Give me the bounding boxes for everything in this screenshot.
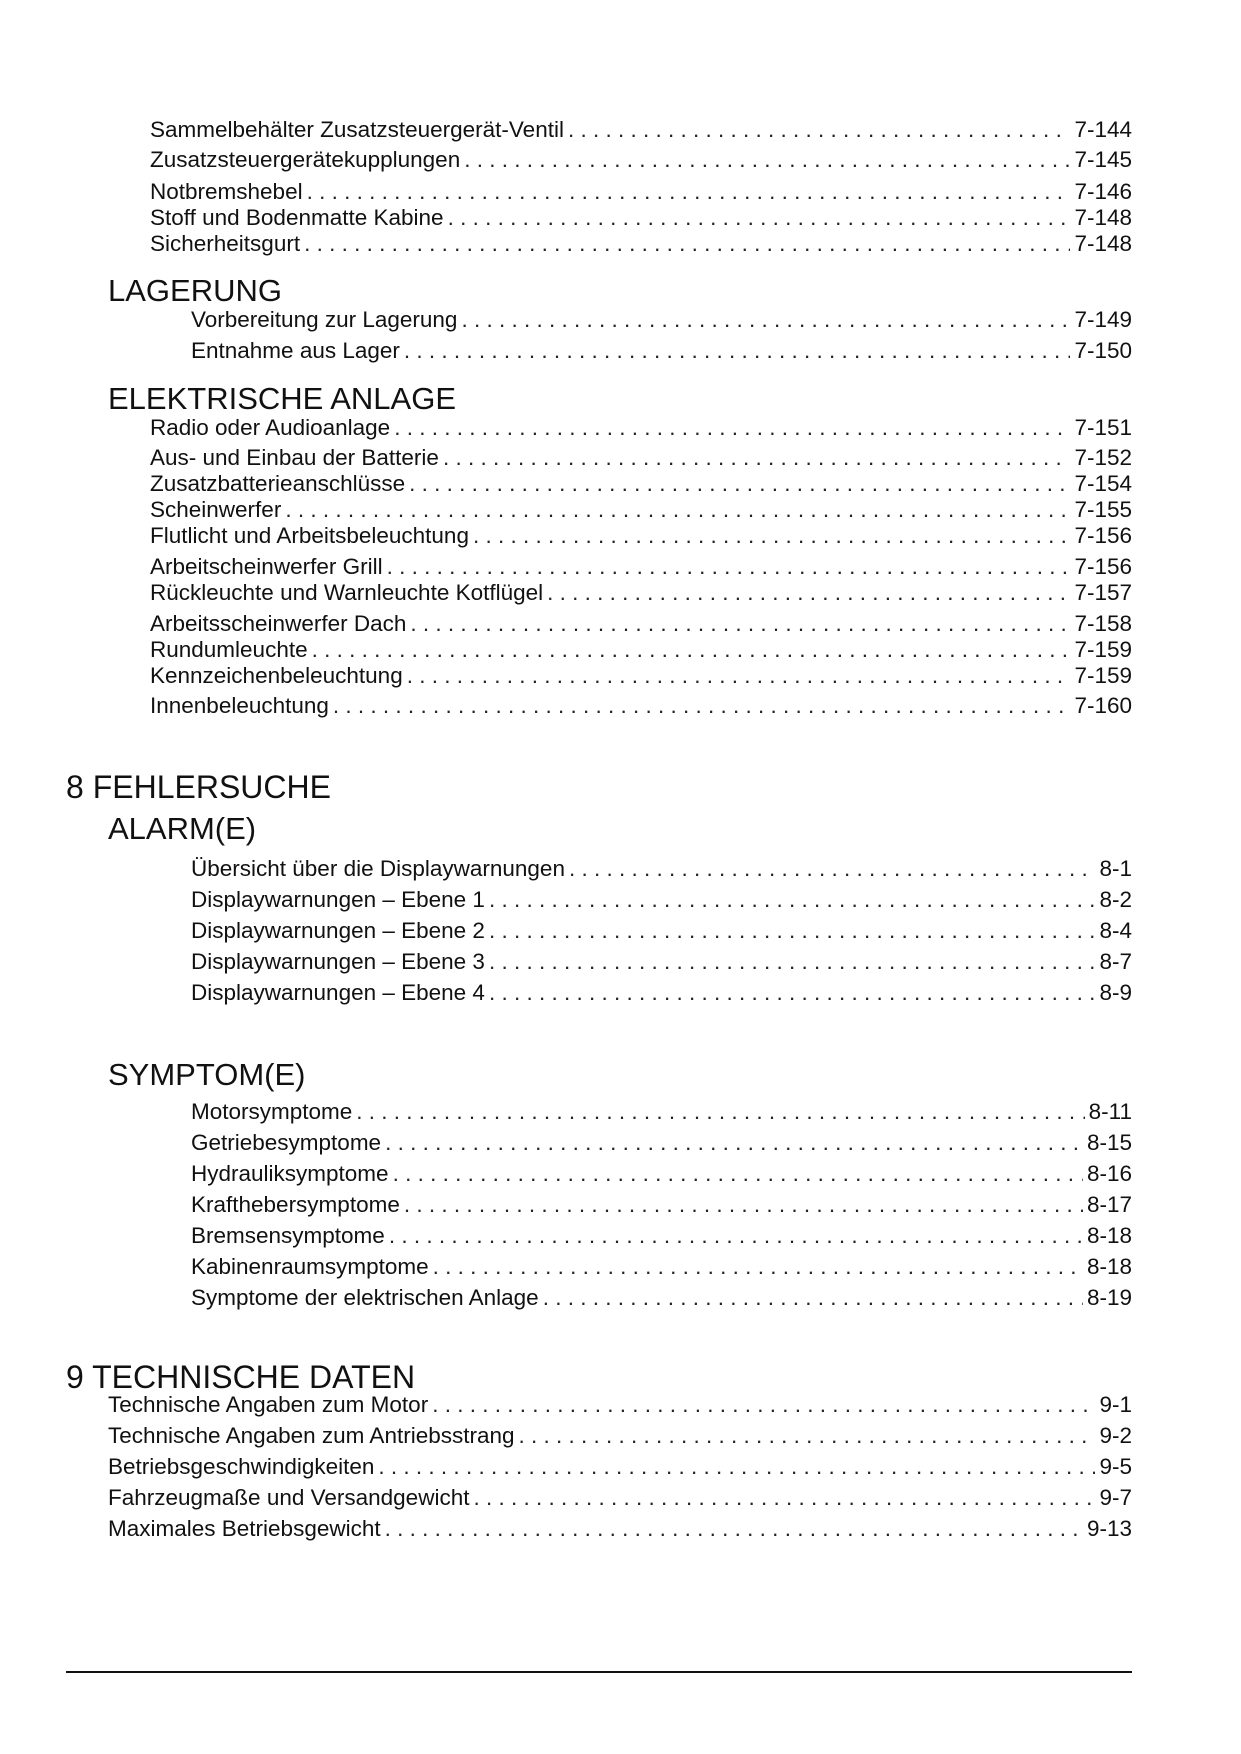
toc-entry-label: Notbremshebel <box>150 179 303 204</box>
toc-leader-dots <box>389 1222 1083 1250</box>
toc-entry-label: Flutlicht und Arbeitsbeleuchtung <box>150 523 469 548</box>
toc-entry-page: 9-13 <box>1086 1516 1132 1541</box>
toc-entry-label: Vorbereitung zur Lagerung <box>191 307 458 332</box>
chapter-heading-9[interactable]: 9 TECHNISCHE DATEN <box>66 1359 416 1395</box>
toc-leader-dots <box>448 204 1071 232</box>
toc-entry[interactable] <box>191 1191 1132 1221</box>
toc-entry-page: 8-7 <box>1099 949 1132 974</box>
toc-entry-label: Getriebesymptome <box>191 1130 382 1155</box>
toc-leader-dots <box>489 948 1096 976</box>
toc-entry[interactable] <box>191 1160 1132 1190</box>
toc-entry-page: 7-154 <box>1074 471 1132 496</box>
toc-entry-label: Kennzeichenbeleuchtung <box>150 663 403 688</box>
toc-leader-dots <box>404 1191 1083 1219</box>
toc-entry-page: 8-16 <box>1086 1161 1132 1186</box>
toc-leader-dots <box>543 1284 1083 1312</box>
toc-leader-dots <box>285 496 1070 524</box>
toc-entry[interactable] <box>191 1129 1132 1159</box>
toc-entry[interactable] <box>150 692 1132 722</box>
toc-entry-page: 7-155 <box>1074 497 1132 522</box>
toc-leader-dots <box>404 337 1071 365</box>
toc-leader-dots <box>385 1129 1083 1157</box>
toc-entry-page: 7-149 <box>1074 307 1132 332</box>
toc-entry-label: Displaywarnungen – Ebene 3 <box>191 949 485 974</box>
section-heading-elektrische-anlage[interactable]: ELEKTRISCHE ANLAGE <box>108 381 457 416</box>
toc-entry-label: Arbeitsscheinwerfer Dach <box>150 611 407 636</box>
toc-entry-label: Fahrzeugmaße und Versandgewicht <box>108 1485 470 1510</box>
toc-entry[interactable] <box>150 414 1132 444</box>
toc-entry-page: 7-157 <box>1074 580 1132 605</box>
section-heading-symptom[interactable]: SYMPTOM(E) <box>108 1057 306 1092</box>
toc-entry-page: 7-160 <box>1074 693 1132 718</box>
toc-entry[interactable] <box>108 1484 1132 1514</box>
toc-entry-page: 9-5 <box>1099 1454 1132 1479</box>
toc-entry-label: Innenbeleuchtung <box>150 693 329 718</box>
toc-leader-dots <box>473 522 1070 550</box>
toc-entry-label: Entnahme aus Lager <box>191 338 400 363</box>
toc-leader-dots <box>489 886 1096 914</box>
toc-leader-dots <box>547 579 1070 607</box>
toc-entry-label: Symptome der elektrischen Anlage <box>191 1285 539 1310</box>
toc-leader-dots <box>394 414 1070 442</box>
toc-entry[interactable] <box>191 886 1132 916</box>
toc-entry-page: 7-152 <box>1074 445 1132 470</box>
toc-entry-page: 9-1 <box>1099 1392 1132 1417</box>
toc-entry-label: Motorsymptome <box>191 1099 353 1124</box>
toc-entry-page: 7-159 <box>1074 663 1132 688</box>
toc-entry-label: Krafthebersymptome <box>191 1192 400 1217</box>
toc-leader-dots <box>569 855 1096 883</box>
toc-entry-label: Scheinwerfer <box>150 497 282 522</box>
toc-leader-dots <box>489 979 1096 1007</box>
toc-entry-label: Sammelbehälter Zusatzsteuergerät-Ventil <box>150 117 564 142</box>
toc-leader-dots <box>410 610 1070 638</box>
toc-leader-dots <box>464 146 1070 174</box>
toc-entry-label: Zusatzsteuergerätekupplungen <box>150 147 461 172</box>
toc-entry-page: 8-17 <box>1086 1192 1132 1217</box>
toc-entry[interactable] <box>108 1391 1132 1421</box>
toc-leader-dots <box>519 1422 1096 1450</box>
toc-entry[interactable] <box>150 230 1132 260</box>
toc-entry-page: 7-150 <box>1074 338 1132 363</box>
toc-entry-page: 8-1 <box>1099 856 1132 881</box>
toc-entry-page: 8-4 <box>1099 918 1132 943</box>
toc-entry-label: Arbeitscheinwerfer Grill <box>150 554 383 579</box>
toc-entry[interactable] <box>150 579 1132 609</box>
toc-entry-label: Bremsensymptome <box>191 1223 385 1248</box>
toc-entry[interactable] <box>191 1222 1132 1252</box>
toc-entry[interactable] <box>108 1515 1132 1545</box>
toc-entry-page: 7-151 <box>1074 415 1132 440</box>
toc-entry-page: 9-2 <box>1099 1423 1132 1448</box>
toc-leader-dots <box>312 636 1071 664</box>
toc-entry-label: Technische Angaben zum Motor <box>108 1392 429 1417</box>
toc-entry-page: 8-19 <box>1086 1285 1132 1310</box>
toc-leader-dots <box>393 1160 1083 1188</box>
toc-leader-dots <box>568 116 1070 144</box>
toc-leader-dots <box>387 553 1071 581</box>
toc-entry-page: 7-156 <box>1074 554 1132 579</box>
toc-leader-dots <box>409 470 1070 498</box>
toc-entry[interactable] <box>108 1453 1132 1483</box>
toc-leader-dots <box>473 1484 1095 1512</box>
toc-entry[interactable] <box>191 1253 1132 1283</box>
toc-leader-dots <box>461 306 1070 334</box>
toc-entry-page: 8-15 <box>1086 1130 1132 1155</box>
toc-entry-label: Displaywarnungen – Ebene 4 <box>191 980 485 1005</box>
toc-entry-label: Rundumleuchte <box>150 637 308 662</box>
toc-entry[interactable] <box>191 1098 1132 1128</box>
toc-entry-page: 7-156 <box>1074 523 1132 548</box>
toc-entry[interactable] <box>150 662 1132 692</box>
toc-entry-label: Rückleuchte und Warnleuchte Kotflügel <box>150 580 544 605</box>
toc-entry-label: Betriebsgeschwindigkeiten <box>108 1454 375 1479</box>
toc-entry-page: 7-148 <box>1074 205 1132 230</box>
toc-entry[interactable] <box>191 979 1132 1009</box>
toc-leader-dots <box>432 1391 1095 1419</box>
toc-entry-label: Aus- und Einbau der Batterie <box>150 445 439 470</box>
toc-entry-page: 7-145 <box>1074 147 1132 172</box>
toc-leader-dots <box>433 1253 1083 1281</box>
toc-entry-label: Hydrauliksymptome <box>191 1161 389 1186</box>
toc-leader-dots <box>443 444 1071 472</box>
toc-entry-label: Stoff und Bodenmatte Kabine <box>150 205 444 230</box>
toc-entry-page: 7-159 <box>1074 637 1132 662</box>
toc-entry[interactable] <box>150 146 1132 176</box>
toc-entry-page: 7-158 <box>1074 611 1132 636</box>
toc-entry-page: 8-18 <box>1086 1223 1132 1248</box>
toc-entry-page: 9-7 <box>1099 1485 1132 1510</box>
toc-entry-label: Kabinenraumsymptome <box>191 1254 429 1279</box>
toc-entry-label: Radio oder Audioanlage <box>150 415 391 440</box>
toc-leader-dots <box>333 692 1071 720</box>
toc-entry[interactable] <box>191 337 1132 367</box>
toc-entry-label: Technische Angaben zum Antriebsstrang <box>108 1423 515 1448</box>
toc-entry-label: Maximales Betriebsgewicht <box>108 1516 381 1541</box>
toc-leader-dots <box>304 230 1070 258</box>
toc-entry-page: 7-144 <box>1074 117 1132 142</box>
toc-entry-page: 8-9 <box>1099 980 1132 1005</box>
toc-entry-label: Übersicht über die Displaywarnungen <box>191 856 565 881</box>
toc-entry-label: Displaywarnungen – Ebene 1 <box>191 887 485 912</box>
toc-entry[interactable] <box>191 855 1132 885</box>
toc-entry[interactable] <box>150 116 1132 146</box>
toc-entry-page: 8-2 <box>1099 887 1132 912</box>
footer-rule <box>66 1671 1132 1673</box>
toc-entry-label: Displaywarnungen – Ebene 2 <box>191 918 485 943</box>
toc-entry[interactable] <box>191 306 1132 336</box>
toc-leader-dots <box>407 662 1071 690</box>
toc-entry-page: 7-148 <box>1074 231 1132 256</box>
toc-leader-dots <box>378 1453 1095 1481</box>
toc-entry[interactable] <box>191 917 1132 947</box>
toc-entry-page: 8-18 <box>1086 1254 1132 1279</box>
toc-leader-dots <box>307 178 1071 206</box>
toc-entry[interactable] <box>191 948 1132 978</box>
toc-leader-dots <box>356 1098 1084 1126</box>
toc-leader-dots <box>385 1515 1083 1543</box>
toc-entry[interactable] <box>150 522 1132 552</box>
section-heading-alarm[interactable]: ALARM(E) <box>108 811 257 846</box>
toc-entry[interactable] <box>108 1422 1132 1452</box>
section-heading-lagerung[interactable]: LAGERUNG <box>108 273 282 308</box>
chapter-heading-8[interactable]: 8 FEHLERSUCHE <box>66 769 331 805</box>
toc-entry-label: Sicherheitsgurt <box>150 231 301 256</box>
toc-leader-dots <box>489 917 1096 945</box>
toc-entry-page: 7-146 <box>1074 179 1132 204</box>
toc-entry[interactable] <box>191 1284 1132 1314</box>
toc-entry-page: 8-11 <box>1088 1099 1132 1124</box>
toc-entry-label: Zusatzbatterieanschlüsse <box>150 471 406 496</box>
